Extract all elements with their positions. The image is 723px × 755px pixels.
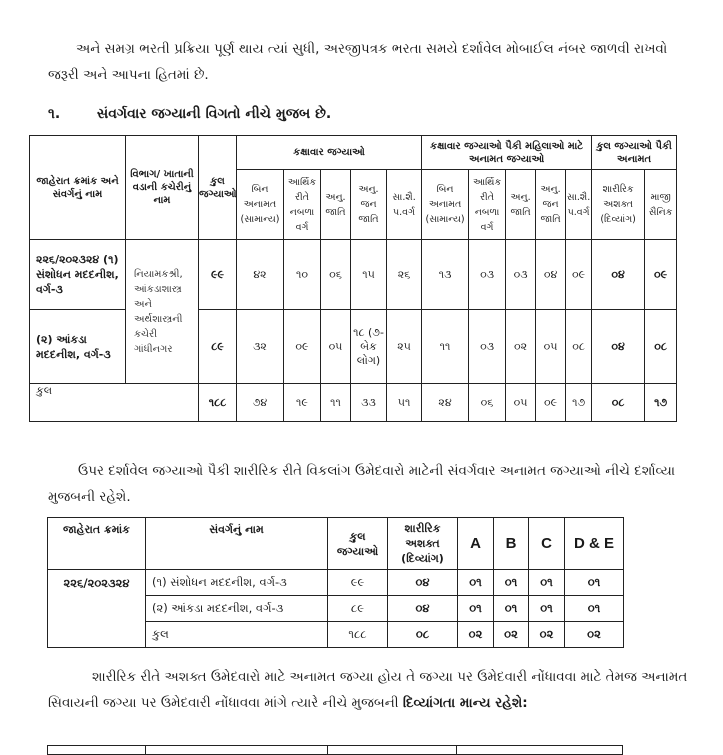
cell-women-ews: ૦૩ (469, 310, 506, 384)
cell-women-sebc: ૧૭ (566, 384, 592, 422)
post-name: ૨૨૬/૨૦૨૩૨૪ (૧) સંશોધન મદદનીશ, વર્ગ-૩ (30, 240, 126, 310)
cell-st: ૧૫ (351, 240, 387, 310)
cell-c: ૦૨ (529, 622, 565, 648)
cell-ex-serviceman: ૦૮ (645, 310, 677, 384)
cell-b: ૦૧ (494, 570, 529, 596)
total-row (30, 384, 677, 422)
cell-total: ૯૯ (328, 570, 388, 596)
cell-st: ૩૩ (351, 384, 387, 422)
cell-sc: ૦૬ (321, 240, 351, 310)
cell-total: ૮૯ (328, 596, 388, 622)
header-ad-no: જાહેરાત ક્રમાંક (48, 518, 146, 570)
header-categorywise: કક્ષાવાર જગ્યાઓ (237, 136, 422, 170)
header-reserved-total: કુલ જગ્યાઓ પૈકી અનામત (592, 136, 677, 170)
subheader-ex-serviceman: માજી સૈનિક (645, 170, 677, 240)
cell-de: ૦૧ (565, 570, 624, 596)
cell-ews: ૧૦ (284, 240, 321, 310)
total-label: કુલ (30, 384, 199, 422)
post-name: (૨) આંકડા મદદનીશ, વર્ગ-૩ (30, 310, 126, 384)
cell-total: ૧૮૮ (328, 622, 388, 648)
total-label: કુલ (146, 622, 328, 648)
cell-ex-serviceman: ૦૯ (645, 240, 677, 310)
subheader-women-sc: અનુ. જાતિ (506, 170, 536, 240)
cell-women-general: ૧૧ (422, 310, 469, 384)
intro-paragraph: અને સમગ્ર ભરતી પ્રક્રિયા પૂર્ણ થાય ત્યાં સુધી, અરજીપત્રક ભરતા સમયે દર્શાવેલ મોબાઈલ નંબર જાળવી રાખવો જરૂરી અને આપના હિતમાં છે. (48, 41, 668, 83)
cell-de: ૦૨ (565, 622, 624, 648)
cell-total: ૯૯ (199, 240, 237, 310)
cell-a: ૦૧ (458, 570, 494, 596)
cell-ews: ૦૯ (284, 310, 321, 384)
header-disabled: શારીરિક અશક્ત (દિવ્યાંગ) (388, 518, 458, 570)
subheader-disabled: શારીરિક અશક્ત (દિવ્યાંગ) (592, 170, 645, 240)
section-heading (48, 106, 331, 122)
cell-disabled: ૦૪ (388, 570, 458, 596)
cell-a: ૦૧ (458, 596, 494, 622)
disability-paragraph: ઉપર દર્શાવેલ જગ્યાઓ પૈકી શારીરિક રીતે વિકલાંગ ઉમેદવારો માટેની સંવર્ગવાર અનામત જગ્યાઓ નીચે દર્શાવ્યા મુજબની રહેશે. (48, 463, 676, 505)
cell-women-general: ૨૪ (422, 384, 469, 422)
cell-women-sc: ૦૩ (506, 240, 536, 310)
subheader-women-ews: આર્થિક રીતે નબળા વર્ગ (469, 170, 506, 240)
cell-women-ews: ૦૬ (469, 384, 506, 422)
subheader-st: અનુ. જન જાતિ (351, 170, 387, 240)
header-a: A (458, 518, 494, 570)
cell-c: ૦૧ (529, 596, 565, 622)
cell-ews: ૧૯ (284, 384, 321, 422)
eligibility-bold-text: દિવ્યાંગતા માન્ય રહેશે: (402, 695, 528, 711)
post-name: (૨) આંકડા મદદનીશ, વર્ગ-૩ (146, 596, 328, 622)
disability-table (47, 517, 624, 648)
cell-a: ૦૨ (458, 622, 494, 648)
subheader-women-general: બિન અનામત (સામાન્ય) (422, 170, 469, 240)
cell-c: ૦૧ (529, 570, 565, 596)
cell-general: ૩૨ (237, 310, 284, 384)
post-name: (૧) સંશોધન મદદનીશ, વર્ગ-૩ (146, 570, 328, 596)
cell-women-sc: ૦૫ (506, 384, 536, 422)
section-number: ૧. (48, 106, 61, 122)
cell-women-sebc: ૦૮ (566, 310, 592, 384)
cell-b: ૦૧ (494, 596, 529, 622)
header-women-reserved: કક્ષાવાર જગ્યાઓ પૈકી મહિલાઓ માટે અનામત જગ્યાઓ (422, 136, 592, 170)
cell-de: ૦૧ (565, 596, 624, 622)
header-total: કુલ જગ્યાઓ (199, 136, 237, 240)
subheader-sebc: સા.શૈ. પ.વર્ગ (387, 170, 422, 240)
posts-table (29, 135, 677, 422)
cell-sebc: ૨૬ (387, 240, 422, 310)
section-title: સંવર્ગવાર જગ્યાની વિગતો નીચે મુજબ છે. (96, 106, 332, 122)
subheader-women-sebc: સા.શૈ. પ.વર્ગ (566, 170, 592, 240)
ad-number: ૨૨૬/૨૦૨૩૨૪ (48, 570, 146, 648)
cell-disabled: ૦૮ (592, 384, 645, 422)
cell-b: ૦૨ (494, 622, 529, 648)
cell-women-sebc: ૦૯ (566, 240, 592, 310)
cell-women-st: ૦૫ (536, 310, 566, 384)
subheader-women-st: અનુ. જન જાતિ (536, 170, 566, 240)
cell-women-ews: ૦૩ (469, 240, 506, 310)
cell-disabled: ૦૮ (388, 622, 458, 648)
subheader-sc: અનુ. જાતિ (321, 170, 351, 240)
subheader-general: બિન અનામત (સામાન્ય) (237, 170, 284, 240)
header-de: D & E (565, 518, 624, 570)
header-post-name: સંવર્ગનું નામ (146, 518, 328, 570)
cell-disabled: ૦૪ (592, 240, 645, 310)
cell-disabled: ૦૪ (388, 596, 458, 622)
subheader-ews: આર્થિક રીતે નબળા વર્ગ (284, 170, 321, 240)
cell-women-st: ૦૯ (536, 384, 566, 422)
cell-sebc: ૨૫ (387, 310, 422, 384)
cell-women-general: ૧૩ (422, 240, 469, 310)
header-ad-post: જાહેરાત ક્રમાંક અને સંવર્ગનું નામ (30, 136, 126, 240)
cell-sebc: ૫૧ (387, 384, 422, 422)
department-name: નિયામકશ્રી, આંકડાશાસ્ત્ર અને અર્થશાસ્ત્રની કચેરી ગાંધીનગર (126, 240, 199, 384)
table-row (30, 240, 677, 310)
cell-women-st: ૦૪ (536, 240, 566, 310)
cell-general: ૭૪ (237, 384, 284, 422)
cell-disabled: ૦૪ (592, 310, 645, 384)
eligibility-text: શારીરિક રીતે અશક્ત ઉમેદવારો માટે અનામત જગ્યા હોય તે જગ્યા પર ઉમેદવારી નોંધાવવા માટે તેમજ અનામત સિવાયની જગ્યા પર ઉમેદવારી નોંધાવવા માંગે ત્યારે નીચે મુજબની (48, 669, 688, 711)
cell-ex-serviceman: ૧૭ (645, 384, 677, 422)
eligibility-paragraph (48, 664, 688, 716)
cell-st: ૧૮ (૭-બેક લોગ) (351, 310, 387, 384)
header-c: C (529, 518, 565, 570)
cell-sc: ૦૫ (321, 310, 351, 384)
cell-general: ૪૨ (237, 240, 284, 310)
cell-sc: ૧૧ (321, 384, 351, 422)
header-total: કુલ જગ્યાઓ (328, 518, 388, 570)
cell-total: ૮૯ (199, 310, 237, 384)
table-row (48, 570, 624, 596)
cell-women-sc: ૦૨ (506, 310, 536, 384)
header-b: B (494, 518, 529, 570)
header-department: વિભાગ/ ખાતાની વડાની કચેરીનું નામ (126, 136, 199, 240)
cell-total: ૧૮૮ (199, 384, 237, 422)
next-table-stub (47, 745, 623, 755)
